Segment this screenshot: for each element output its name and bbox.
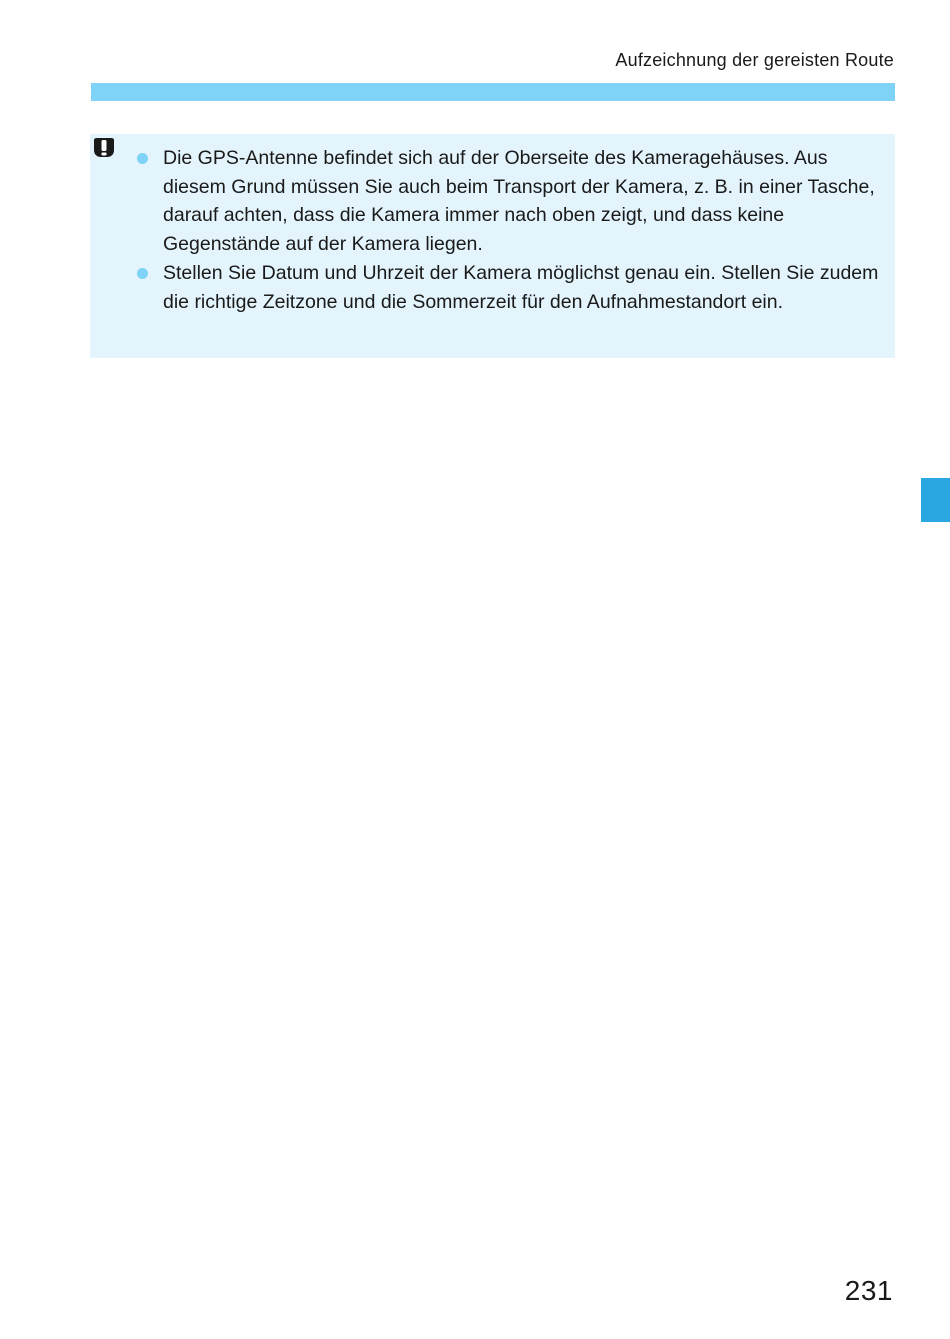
caution-icon <box>90 136 118 164</box>
bullet-icon <box>137 268 148 279</box>
chapter-tab <box>921 478 950 522</box>
running-header: Aufzeichnung der gereisten Route <box>615 50 894 70</box>
list-item-text: Stellen Sie Datum und Uhrzeit der Kamera möglichst genau ein. Stellen Sie zudem die richtige Zeitzone und die Sommerzeit für den Aufnahmestandort ein. <box>163 261 879 313</box>
list-item <box>136 259 886 316</box>
page-number: 231 <box>844 1275 893 1306</box>
caution-box <box>90 134 895 358</box>
list-item <box>136 144 886 259</box>
caution-list <box>136 144 886 316</box>
list-item-text: Die GPS-Antenne befindet sich auf der Oberseite des Kameragehäuses. Aus diesem Grund müssen Sie auch beim Transport der Kamera, z. B. in einer Tasche, darauf achten, dass die Kamera immer nach oben zeigt, und dass keine Gegenstände auf der Kamera liegen. <box>163 147 875 256</box>
bullet-icon <box>137 153 148 164</box>
header-rule <box>91 83 895 101</box>
